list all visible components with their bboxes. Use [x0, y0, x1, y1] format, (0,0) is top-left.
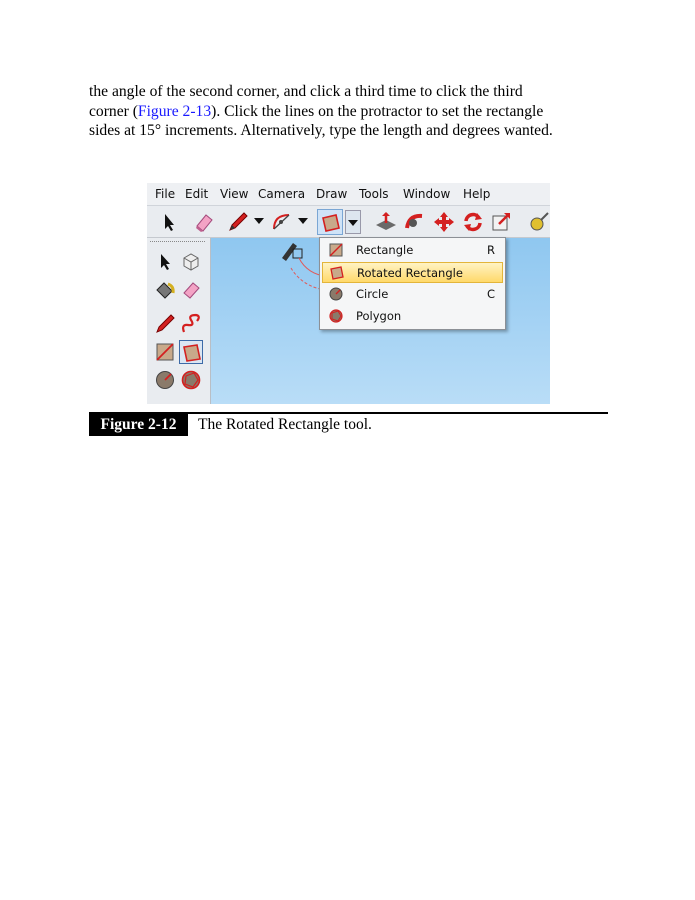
polygon-icon: [328, 308, 344, 324]
menu-item-circle[interactable]: [322, 284, 503, 305]
body-line-3: sides at 15° increments. Alternatively, type the length and degrees wanted.: [89, 122, 553, 139]
line-icon[interactable]: [153, 312, 177, 336]
menu-tools[interactable]: Tools: [359, 187, 389, 201]
push-pull-icon[interactable]: [373, 209, 399, 235]
sketchup-screenshot: [147, 183, 550, 404]
menu-item-label: Rotated Rectangle: [357, 266, 463, 280]
menu-item-shortcut: C: [487, 287, 496, 301]
menu-edit[interactable]: Edit: [185, 187, 209, 201]
body-line-2-pre: corner (: [89, 102, 138, 120]
body-line-1: the angle of the second corner, and click a third time to click the third: [89, 83, 523, 100]
panel-grip[interactable]: [150, 241, 205, 245]
paint-bucket-icon[interactable]: [153, 278, 177, 302]
menu-item-label: Polygon: [356, 309, 402, 323]
eraser-icon[interactable]: [191, 209, 217, 235]
select-arrow-icon[interactable]: [153, 250, 177, 274]
circle-icon: [328, 286, 344, 302]
rotated-rectangle-icon[interactable]: [179, 340, 203, 364]
shapes-dropdown-toggle[interactable]: [345, 210, 361, 234]
arc-dropdown-arrow-icon[interactable]: [297, 215, 309, 227]
toolbar: [147, 206, 550, 238]
move-icon[interactable]: [431, 209, 457, 235]
menu-help[interactable]: Help: [463, 187, 491, 201]
body-line-2: [89, 102, 629, 122]
polygon-icon[interactable]: [179, 368, 203, 392]
menu-item-polygon[interactable]: [322, 306, 503, 327]
freehand-icon[interactable]: [179, 312, 203, 336]
circle-icon[interactable]: [153, 368, 177, 392]
menu-item-label: Circle: [356, 287, 389, 301]
select-arrow-icon[interactable]: [156, 209, 182, 235]
pencil-icon[interactable]: [225, 209, 251, 235]
follow-me-icon[interactable]: [402, 209, 428, 235]
tape-measure-icon[interactable]: [526, 209, 550, 235]
body-paragraph: [89, 82, 629, 141]
menu-bar: [147, 183, 550, 206]
figure-caption: The Rotated Rectangle tool.: [198, 416, 372, 433]
body-line-2-post: ). Click the lines on the protractor to set the rectangle: [211, 102, 544, 120]
eraser-icon[interactable]: [179, 278, 203, 302]
figure-2-13-link[interactable]: Figure 2-13: [137, 102, 212, 120]
menu-file[interactable]: File: [155, 187, 176, 201]
rotated-rectangle-icon: [329, 265, 345, 281]
scale-icon[interactable]: [489, 209, 515, 235]
pencil-dropdown-arrow-icon[interactable]: [253, 215, 265, 227]
rotate-icon[interactable]: [460, 209, 486, 235]
menu-draw[interactable]: Draw: [316, 187, 348, 201]
menu-item-label: Rectangle: [356, 243, 414, 257]
figure-label: Figure 2-12: [89, 414, 188, 436]
rectangle-icon[interactable]: [153, 340, 177, 364]
rotated-rectangle-toolbar-button[interactable]: [317, 209, 343, 235]
shapes-dropdown-menu: [319, 237, 506, 330]
rectangle-icon: [328, 242, 344, 258]
menu-item-shortcut: R: [487, 243, 495, 257]
rotated-rectangle-icon: [318, 210, 344, 236]
menu-item-rectangle[interactable]: [322, 240, 503, 261]
arc-icon[interactable]: [269, 209, 295, 235]
large-tool-set-panel: [147, 238, 211, 404]
menu-item-rotated-rectangle[interactable]: [322, 262, 503, 283]
menu-window[interactable]: Window: [403, 187, 451, 201]
menu-view[interactable]: View: [220, 187, 249, 201]
component-icon[interactable]: [179, 250, 203, 274]
menu-camera[interactable]: Camera: [258, 187, 306, 201]
